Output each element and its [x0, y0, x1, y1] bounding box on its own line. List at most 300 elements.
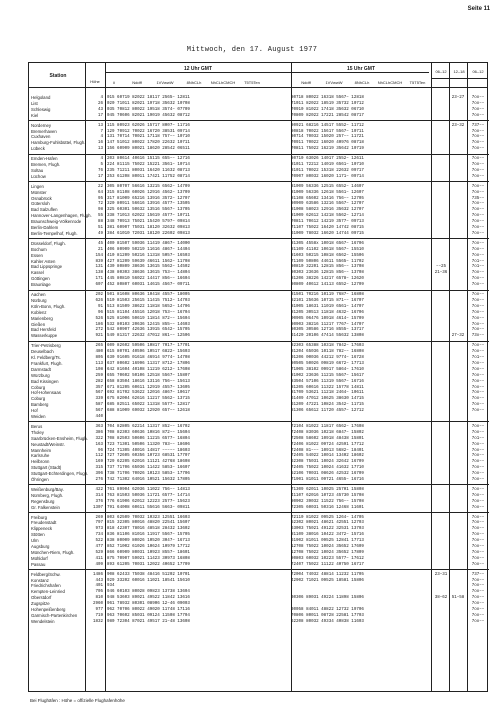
obs-15utc: 70910 81022 17418 35632 06710 [291, 107, 364, 112]
sub12-1: Nddff [132, 80, 142, 85]
precip-06-12b: 7oo–– [471, 499, 485, 504]
precip-06-12b: 7oo–– [471, 147, 485, 152]
station-name: Weißenburg/Bay. [31, 486, 64, 492]
station-name: Kl. Feldberg/Ts. [31, 355, 61, 360]
obs-12utc: 815 32305 80016 48820 22541 15607 [107, 521, 190, 526]
precip-06-12b: 7oo–– [471, 241, 485, 246]
station-name: Soltau [31, 167, 44, 173]
station-name: Nürburg [31, 297, 47, 303]
obs-12utc: 963 70602 85031 09124 11508 17704 [107, 613, 190, 618]
obs-12utc: 948 53603 89021 49522 11842 13616 [107, 596, 190, 601]
obs-12utc: 685 82511 65022 11318 5577– 12817 [107, 403, 190, 408]
n-col-3-header: 06–12 [472, 69, 484, 74]
precip-06-12b: 7oo–– [471, 460, 485, 465]
obs-15utc: 81305 4558x 10018 6567– 16706 [291, 241, 364, 246]
obs-15utc: 81011 70022 15318 22632 09717 [291, 168, 364, 173]
station-name: Saarbrücken-Ensheim, Flugh. [31, 435, 88, 441]
station-name: Osnabrück [31, 195, 52, 201]
precip-12-18: 23–32 [451, 123, 465, 128]
station-height: 95 [97, 196, 103, 201]
station-height: 13 [97, 123, 103, 128]
obs-15utc: 71901 81011 09721 4655– 16716 [291, 478, 364, 482]
obs-12utc: 934 [107, 584, 115, 589]
precip-06-12b: 7oo–– [471, 478, 485, 482]
station-name: Passau [31, 561, 46, 567]
obs-15utc: 80921 68216 14517 5552– 11712 [291, 123, 364, 128]
obs-15utc: 30058 84011 48822 12732 19706 [291, 608, 364, 612]
obs-15utc: 52106 70031 08626 42532 16709 [291, 472, 364, 477]
station-name: Berus [31, 423, 43, 429]
station-height: 529 [95, 550, 103, 555]
station-height: 96 [97, 448, 103, 453]
obs-15utc: 80718 80022 16318 5567– 12818 [291, 96, 364, 100]
station-name: Bad Lippspringe [31, 264, 63, 270]
precip-06-12b: 7oo–– [471, 584, 485, 589]
group-separator [29, 341, 489, 342]
station-name: Braunlage [31, 282, 51, 288]
table-row [29, 146, 489, 152]
station-height: 171 [95, 277, 103, 282]
precip-06-12b: 7oo–– [471, 515, 485, 520]
station-height: 112 [95, 454, 103, 459]
obs-15utc: 52302 80021 48621 42551 12703 [291, 521, 364, 526]
station-height: 21 [97, 247, 103, 252]
obs-12utc: 671 81205 60611 12919 4557– 13605 [107, 385, 190, 390]
obs-12utc: 253 61208 80011 17421 11752 08714 [107, 174, 190, 179]
precip-06-12b: 7oo–– [471, 113, 485, 118]
station-height: 98 [97, 208, 103, 213]
obs-15utc: 30306 89031 49224 11898 15806 [291, 596, 364, 601]
station-name: Coburg [31, 396, 46, 402]
obs-15utc: 72405 75022 10024 41632 17710 [291, 466, 364, 471]
obs-12utc: 630 91605 01618 46914 9774– 14708 [107, 356, 190, 360]
obs-15utc: 80305 30586 12716 8555– 13717 [291, 328, 364, 333]
precip-06-12b: 7oo–– [471, 304, 485, 309]
t12-header: 12 Uhr GMT [183, 66, 213, 72]
precip-06-12b: 7oo–– [471, 350, 485, 355]
group-separator [29, 512, 489, 513]
precip-06-12b: 7oo–– [471, 322, 485, 327]
sub12-0: ii [113, 80, 115, 85]
precip-06-12: ––25 [435, 265, 447, 270]
obs-15utc: 71011 82022 18519 35732 10712 [291, 101, 364, 106]
obs-12utc: 224 81115 75022 15221 3561– 10714 [107, 163, 190, 167]
station-height: 17 [97, 113, 103, 118]
station-height: 5 [100, 163, 103, 167]
precip-06-12: 21–36 [434, 271, 448, 276]
station-name: Düsseldorf, Flugh. [31, 240, 66, 246]
station-height: 409 [95, 562, 103, 567]
obs-15utc: 72508 58602 10918 48438 15801 [291, 436, 364, 441]
precip-06-12b: 7oo–– [471, 578, 485, 583]
obs-12utc: 430 80809 38636 13615 5562– 14502 [107, 265, 190, 270]
table-row [29, 414, 489, 420]
group-separator [29, 569, 489, 570]
precip-06-12b: 7oo–– [471, 472, 485, 477]
station-height: 272 [95, 328, 103, 333]
station-name: Öhringen [31, 477, 49, 482]
station-name: Bamberg [31, 402, 49, 408]
obs-15utc: 80505 50026 09819 6672– 17713 [291, 361, 364, 366]
station-name: Regensburg [31, 498, 55, 504]
station-height: 13 [97, 147, 103, 152]
precip-06-12b: 7oo–– [471, 397, 485, 402]
obs-12utc: 406 80909 50219 11616 4867– 14404 [107, 247, 190, 252]
obs-12utc: 410 81209 50216 11318 5057– 16503 [107, 253, 190, 258]
station-name: Lüchow [31, 173, 46, 179]
station-height: 91 [97, 304, 103, 309]
obs-12utc: 908 62433 75038 48416 51202 10701 [107, 572, 190, 577]
obs-12utc: 658 83504 18616 13116 756–– 15613 [107, 379, 190, 384]
precip-12-18: 23–27 [451, 96, 465, 100]
precip-06-12b: 7oo–– [471, 316, 485, 321]
precip-06-12b: 7oo–– [471, 141, 485, 146]
precip-06-12b: 7oo–– [471, 208, 485, 213]
grid-line [105, 72, 429, 73]
sub12-5: T5T5Ten [244, 80, 260, 85]
obs-15utc: 61420 20106 47414 55632 13808 [291, 334, 364, 339]
precip-06-12: 38–62 [434, 596, 448, 601]
precip-06-12b: 7oo–– [471, 505, 485, 510]
station-name: Gießen [31, 321, 46, 327]
precip-06-12b: 7oo–– [471, 403, 485, 408]
station-height: 315 [95, 466, 103, 471]
obs-12utc: 675 82004 62616 11217 5562– 13715 [107, 397, 190, 402]
obs-12utc: 045 70606 82021 19019 45632 08712 [107, 113, 190, 118]
obs-15utc: 80803 60032 10223 5577– 17612 [291, 556, 364, 561]
station-name: Braunschweig-Völkenrode [31, 219, 82, 225]
obs-12utc: 348 70913 75021 15420 5797– 09814 [107, 220, 190, 225]
station-height: 1486 [92, 572, 103, 577]
obs-12utc: 852 71002 61026 10624 10979 17712 [107, 545, 190, 549]
precip-06-12b: 7oo–– [471, 608, 485, 612]
station-height: 72 [97, 202, 103, 207]
station-height: 269 [95, 515, 103, 520]
obs-12utc: 708 82303 60636 10816 872–– 15604 [107, 430, 190, 435]
group-separator [29, 120, 489, 121]
obs-12utc: 203 80614 40616 15115 655–– 12716 [107, 157, 190, 162]
obs-12utc: 729 62205 62016 11121 42768 18608 [107, 460, 190, 465]
obs-12utc: 609 82602 59506 10817 7017– 17701 [107, 344, 190, 349]
obs-15utc: 70911 70022 16020 40976 08718 [291, 141, 364, 146]
precip-06-12b: 7o1–– [471, 265, 485, 270]
obs-12utc: 818 42307 78016 48518 28432 13602 [107, 527, 190, 532]
station-name: Weiden [31, 414, 46, 419]
station-height: 64 [97, 190, 103, 195]
obs-12utc: 875 70907 59021 11423 30973 16808 [107, 556, 190, 561]
obs-15utc: 70809 82022 17221 28542 08717 [291, 113, 364, 118]
station-height: 357 [95, 385, 103, 390]
obs-12utc: 513 81509 38622 11818 5652– 14706 [107, 304, 190, 309]
obs-12utc: 129 70912 70022 16720 38531 09714 [107, 129, 190, 134]
obs-15utc: 83504 57106 11319 5567– 16716 [291, 379, 364, 384]
station-height: 567 [95, 409, 103, 414]
precip-06-12b: 7oo–– [471, 214, 485, 219]
obs-15utc: 72110 81022 09525 1264– 14705 [291, 515, 364, 520]
station-height: 705 [95, 590, 103, 595]
obs-12utc: 929 33202 60016 11021 18541 15610 [107, 578, 190, 583]
obs-12utc: 320 80911 56616 13916 4577– 13505 [107, 202, 190, 207]
obs-15utc: 72104 81022 11817 6562– 17608 [291, 424, 364, 429]
sub15-3: NhCLhCMCH [377, 80, 403, 85]
n-col-1-header: 06–12 [435, 69, 447, 74]
precip-06-12b: 7oo–– [471, 521, 485, 526]
station-name: Garmisch-Partenkirchen [31, 612, 78, 618]
precip-06-12: 23–31 [434, 572, 448, 577]
obs-12utc: 723 71301 50506 11320 783–– 18606 [107, 442, 190, 447]
obs-15utc: 81011 72212 14019 6561– 10710 [291, 163, 364, 167]
station-height: 797 [95, 521, 103, 526]
obs-12utc: 655 70602 50106 12518 5567– 15807 [107, 373, 190, 378]
group-separator [29, 238, 489, 239]
group-separator [29, 154, 489, 155]
obs-12utc: 501 81608 80636 10418 4557– 18005 [107, 293, 190, 297]
obs-15utc: 81709 53621 11218 2464– 10611 [291, 391, 364, 396]
station-name: Stötten [31, 532, 45, 538]
obs-12utc: 115 80923 62026 15717 8007– 11716 [107, 123, 190, 128]
station-height: 131 [95, 265, 103, 270]
obs-15utc: 81204 65036 10118 782–– 16808 [291, 350, 364, 355]
station-name: Mannheim [31, 447, 52, 453]
station-height: 4 [100, 96, 103, 100]
station-height: 4 [100, 157, 103, 162]
obs-15utc: 72004 74032 48814 11232 11705 [291, 572, 364, 577]
obs-15utc: 62208 80032 49334 40838 11603 [291, 619, 364, 624]
obs-12utc: 724 71305 40016 14817 ––––– 18603 [107, 448, 190, 453]
hoehe-header: Höhe [90, 79, 100, 84]
obs-15utc: 71109 50806 44611 5565– 11702 [291, 259, 364, 264]
station-height: 154 [95, 253, 103, 258]
station-name: Zugspitze [31, 601, 50, 607]
station-height: 363 [95, 424, 103, 429]
precip-06-12b: 7o1–– [471, 259, 485, 264]
station-name: Wasserkuppe [31, 333, 58, 339]
obs-12utc: 147 51012 80022 17820 22632 10711 [107, 141, 190, 146]
station-height: 411 [95, 556, 103, 561]
obs-12utc: 708 82503 50606 11215 6577– 16804 [107, 436, 190, 441]
precip-06-12b: 7oo–– [471, 157, 485, 162]
sub15-2: 8NhCLh [354, 80, 370, 85]
station-height: 26 [97, 101, 103, 106]
precip-06-12b: 7oo–– [471, 527, 485, 532]
station-name: Bad Kissingen [31, 378, 59, 384]
station-name: Marienberg [31, 315, 53, 321]
station-height: 51 [97, 226, 103, 230]
obs-15utc: 12708 75022 10024 35652 17809 [291, 550, 364, 555]
precip-06-12b: 7oo–– [471, 367, 485, 372]
obs-15utc: 81008 58023 12916 35632 12707 [291, 208, 364, 213]
precip-06-12b: 7oo–– [471, 277, 485, 282]
obs-12utc: 381 60907 75031 18120 32632 09813 [107, 226, 190, 230]
station-height: 43 [97, 107, 103, 112]
obs-15utc: 80902 39032 11522 756–– 15708 [291, 499, 364, 504]
obs-12utc: 452 80807 60031 14615 4567– 09711 [107, 283, 190, 288]
station-height: 49 [97, 231, 103, 236]
obs-12utc: 761 89904 62036 11022 756–– 14813 [107, 487, 190, 492]
obs-12utc: 427 81209 59639 46611 1562– 11708 [107, 259, 190, 264]
obs-15utc: 81205 30513 11818 4632– 16706 [291, 310, 364, 315]
station-height: 202 [95, 293, 103, 297]
station-name: Oberstdorf [31, 595, 52, 601]
sub15-1: 1VVwwW [325, 80, 343, 85]
station-name: Darmstadt [31, 366, 51, 372]
obs-15utc: 70811 75022 16219 35642 10719 [291, 147, 364, 152]
obs-15utc: 80909 63586 13216 5567– 12707 [291, 202, 364, 207]
station-name: Karlsruhe [31, 453, 50, 459]
precip-06-12b: 7oo–– [471, 619, 485, 624]
table-row [29, 113, 489, 119]
station-name: Freudenstadt [31, 520, 57, 526]
table-row [29, 619, 489, 625]
obs-15utc: 81009 62612 14218 5562– 12714 [291, 214, 364, 219]
obs-15utc: 90905 06476 10918 4614– 15709 [291, 316, 364, 321]
station-name: Schleswig [31, 106, 51, 112]
station-height: 526 [95, 316, 103, 321]
station-name: Tholey [31, 429, 44, 435]
obs-12utc: 946 60103 80028 09823 13738 13604 [107, 590, 190, 595]
date-line: Mittwoch, den 17. August 1977 [186, 46, 318, 54]
obs-15utc: 71309 62011 10025 25701 15808 [291, 487, 364, 492]
precip-06-12b: 7oo–– [471, 220, 485, 225]
obs-12utc: 317 81009 65216 13916 3572– 12707 [107, 196, 190, 201]
station-name: Ulm [31, 538, 39, 544]
obs-15utc: 91206 00036 44212 9774– 16728 [291, 356, 364, 360]
station-name: Berlin-Dahlem [31, 225, 59, 230]
obs-15utc: 81206 38226 14217 6578– 12620 [291, 277, 364, 282]
station-name: Hof-Hohensaas [31, 390, 61, 396]
station-height: 977 [95, 608, 103, 612]
precip-06-12b: 73o–– [471, 334, 485, 339]
obs-12utc: 642 81604 40108 11219 6212– 17608 [107, 367, 190, 372]
obs-15utc: 70907 80032 16020 1171– 09714 [291, 174, 364, 179]
precip-06-12b: 7oo–– [471, 298, 485, 303]
obs-15utc: 81501 70216 10119 7687– 16808 [291, 293, 364, 297]
station-height: 607 [95, 283, 103, 288]
obs-15utc: 42902 71021 09525 18581 15806 [291, 578, 364, 583]
precip-06-12b: 7oo–– [471, 442, 485, 447]
station-height: 734 [95, 533, 103, 538]
precip-06-12b: 7oo–– [471, 283, 485, 288]
station-name: Trier-Petrisberg [31, 343, 61, 349]
obs-15utc: 80710 63026 14017 2552– 12611 [291, 157, 364, 162]
obs-15utc: 71107 75022 16420 14742 08715 [291, 226, 364, 230]
station-name: Helgoland [31, 95, 51, 100]
group-separator [29, 484, 489, 485]
obs-15utc: 70811 70612 14219 3577– 09713 [291, 220, 364, 225]
obs-15utc: 80818 70022 15617 5567– 10711 [291, 129, 364, 134]
obs-15utc: 81009 56336 12515 6552– 14607 [291, 184, 364, 189]
precip-06-12b: 7oo–– [471, 385, 485, 390]
obs-12utc: 961 78932 80301 08906 12–46 09003 [107, 602, 190, 607]
sub12-2: 1VVwwW [156, 80, 174, 85]
n-col-2-header: 12–18 [453, 69, 465, 74]
station-height: 626 [95, 298, 103, 303]
station-name: Hohenpeißenberg [31, 607, 66, 612]
table-row [29, 562, 489, 568]
station-height: 480 [95, 350, 103, 355]
obs-15utc: 80809 40612 14113 6552– 12709 [291, 283, 364, 288]
precip-06-12b: 7oo–– [471, 533, 485, 538]
precip-06-12b: 7oo–– [471, 253, 485, 258]
obs-12utc: 131 70714 70021 17118 757–– 10710 [107, 135, 190, 140]
station-height: 810 [95, 596, 103, 601]
synop-table [28, 62, 488, 692]
precip-06-12b: 7oo–– [471, 409, 485, 414]
obs-15utc: 62308 75031 10024 32642 16709 [291, 460, 364, 465]
obs-12utc: 156 60909 80021 18620 28542 06511 [107, 147, 190, 152]
obs-12utc: 515 81104 45516 12018 753–– 16704 [107, 310, 190, 315]
station-name: Essen [31, 252, 43, 258]
station-name: Koblenz [31, 309, 47, 315]
table-row [29, 477, 489, 483]
table-row [29, 333, 489, 339]
station-name: Lübeck [31, 146, 45, 152]
station-height: 805 [95, 356, 103, 360]
station-name: Kempten-Leinried [31, 589, 65, 595]
obs-15utc: 72405 54022 10014 13402 18602 [291, 454, 364, 459]
obs-12utc: 525 81006 50619 11814 872–– 15604 [107, 316, 190, 321]
station-height: 921 [95, 334, 103, 339]
obs-12utc: 776 61906 62012 12223 2577– 15623 [107, 499, 190, 504]
station-height: 4 [100, 135, 103, 140]
station-name: Stuttgart (Stadt) [31, 465, 62, 471]
precip-06-12b: 7oo–– [471, 562, 485, 567]
precip-06-12b: 7oo–– [471, 271, 485, 276]
precip-06-12b: 7oo–– [471, 590, 485, 595]
table-body [29, 93, 489, 693]
obs-15utc: 63003 75021 49122 32531 13703 [291, 527, 364, 532]
obs-12utc: 737 71706 65036 11422 5853– 16607 [107, 466, 190, 471]
station-height: 587 [95, 403, 103, 408]
precip-06-12b: 7oo–– [471, 373, 485, 378]
precip-06-12b: 7oo–– [471, 391, 485, 396]
precip-06-12b: 7oo–– [471, 247, 485, 252]
station-height: 22 [97, 184, 103, 189]
obs-15utc: 80714 70032 15020 257–– 11721 [291, 135, 364, 140]
sub15-0: Nddff [301, 80, 311, 85]
t15-header: 15 Uhr GMT [346, 66, 376, 72]
obs-12utc: 510 81503 25615 11415 7512– 14703 [107, 298, 190, 303]
grid-line [431, 78, 487, 79]
station-name: München-Riem, Flugh. [31, 549, 75, 555]
precip-06-12b: 7oo–– [471, 466, 485, 471]
station-name: Heilbronn [31, 459, 50, 465]
station-height: 422 [95, 487, 103, 492]
station-name: Feldberg/Schw. [31, 571, 61, 577]
obs-15utc: 41107 62016 10723 45730 15708 [291, 493, 364, 498]
obs-12utc: 384 61010 72031 18120 22602 09813 [107, 231, 190, 236]
station-height: 477 [95, 545, 103, 549]
station-height: 401 [95, 584, 103, 589]
obs-15utc: 81109 41102 10618 5567– 15510 [291, 247, 364, 252]
precip-06-12b: 7oo–– [471, 190, 485, 195]
group-separator [29, 181, 489, 182]
obs-15utc: 72406 81022 09724 42591 17712 [291, 442, 364, 447]
station-height: 522 [95, 539, 103, 544]
obs-15utc: 80903 38216 11217 7767– 14707 [291, 322, 364, 327]
precip-06-12b: 7oo–– [471, 202, 485, 207]
station-name: Mühldorf [31, 555, 48, 561]
obs-12utc: 838 80009 80026 10520 3047– 16713 [107, 539, 190, 544]
station-name: Klippeneck [31, 526, 53, 532]
obs-15utc: 82303 65388 10318 7842– 17603 [291, 344, 364, 349]
station-name: Gütersloh [31, 201, 50, 207]
precip-06-12b: 7oo–– [471, 361, 485, 366]
obs-12utc: 020 71011 82021 19718 35632 10708 [107, 101, 190, 106]
precip-06-12b: 7oo–– [471, 602, 485, 607]
station-height: 973 [95, 527, 103, 532]
station-height: 276 [95, 478, 103, 482]
